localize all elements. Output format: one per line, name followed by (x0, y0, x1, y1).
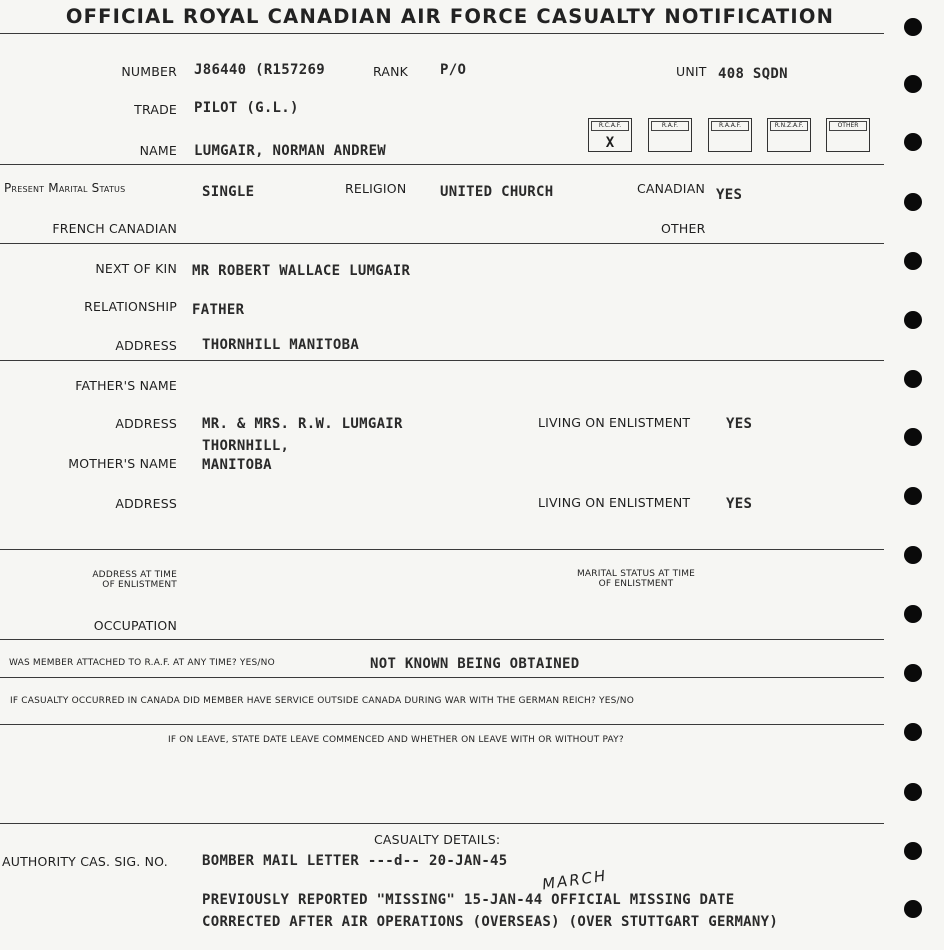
service-box-rnzaf (767, 118, 811, 152)
punch-hole (904, 428, 922, 446)
section-divider (0, 243, 884, 244)
section-divider (0, 724, 884, 725)
name-value: LUMGAIR, NORMAN ANDREW (194, 143, 387, 159)
punch-hole (904, 546, 922, 564)
mother-address-label: ADDRESS (115, 496, 177, 511)
section-divider (0, 360, 884, 361)
religion-value: UNITED CHURCH (440, 184, 554, 200)
address-at-enlistment-line2: OF ENLISTMENT (102, 580, 177, 590)
french-canadian-label: FRENCH CANADIAN (52, 221, 177, 236)
address-at-enlistment-line1: ADDRESS AT TIME (92, 570, 177, 580)
details-line2: CORRECTED AFTER AIR OPERATIONS (OVERSEAS) (OVER STUTTGART GERMANY) (202, 914, 779, 930)
punch-hole (904, 75, 922, 93)
canadian-label: CANADIAN (637, 181, 705, 196)
punch-hole (904, 193, 922, 211)
religion-label: RELIGION (345, 181, 407, 196)
next-of-kin-label: NEXT OF KIN (95, 261, 177, 276)
number-label: NUMBER (121, 64, 177, 79)
raf-attached-value: NOT KNOWN BEING OBTAINED (370, 656, 580, 672)
relationship-label: RELATIONSHIP (84, 299, 177, 314)
mother-living-value: YES (726, 496, 753, 512)
nok-address-label: ADDRESS (115, 338, 177, 353)
unit-label: UNIT (676, 64, 707, 79)
details-line1: PREVIOUSLY REPORTED "MISSING" 15-JAN-44 OFFICIAL MISSING DATE (202, 892, 735, 908)
service-box-label: R.A.A.F. (711, 121, 749, 131)
punch-hole (904, 842, 922, 860)
marital-at-enlistment-label (563, 569, 709, 589)
parents-address-line1: MR. & MRS. R.W. LUMGAIR (202, 416, 403, 432)
authority-label: AUTHORITY CAS. SIG. NO. (2, 854, 168, 869)
address-at-enlistment-label (92, 570, 177, 590)
service-box-mark: X (605, 135, 615, 151)
punch-hole (904, 252, 922, 270)
other-label: OTHER (661, 221, 706, 236)
trade-value: PILOT (G.L.) (194, 100, 299, 116)
service-box-raf (648, 118, 692, 152)
marital-at-enlistment-line1: MARITAL STATUS AT TIME (576, 569, 696, 579)
title-divider (0, 33, 884, 34)
service-box-label: R.A.F. (651, 121, 689, 131)
punch-hole (904, 723, 922, 741)
father-address-label: ADDRESS (115, 416, 177, 431)
trade-label: TRADE (134, 102, 177, 117)
authority-value: BOMBER MAIL LETTER ---d-- 20-JAN-45 (202, 853, 508, 869)
service-outside-canada-label: IF CASUALTY OCCURRED IN CANADA DID MEMBER HAVE SERVICE OUTSIDE CANADA DURING WAR WITH THE GERMAN REICH? YES/NO (10, 696, 634, 706)
mothers-name-label: MOTHER'S NAME (68, 456, 177, 471)
nok-address-value: THORNHILL MANITOBA (202, 337, 360, 353)
service-box-label: R.N.Z.A.F. (770, 121, 808, 131)
section-divider (0, 677, 884, 678)
occupation-label: OCCUPATION (93, 618, 177, 633)
casualty-details-label: CASUALTY DETAILS: (374, 832, 501, 847)
marital-status-value: SINGLE (202, 184, 255, 200)
father-living-label: LIVING ON ENLISTMENT (538, 415, 691, 430)
punch-hole (904, 18, 922, 36)
marital-status-label: Present Marital Status (4, 181, 126, 195)
raf-attached-label: WAS MEMBER ATTACHED TO R.A.F. AT ANY TIME? YES/NO (9, 658, 275, 668)
punch-hole (904, 605, 922, 623)
section-divider (0, 549, 884, 550)
name-label: NAME (139, 143, 177, 158)
section-divider (0, 823, 884, 824)
parents-address-line3: MANITOBA (202, 457, 272, 473)
punch-hole (904, 664, 922, 682)
service-box-raaf (708, 118, 752, 152)
punch-hole (904, 311, 922, 329)
service-box-label: OTHER (829, 121, 867, 131)
punch-hole (904, 133, 922, 151)
punch-hole (904, 370, 922, 388)
form-title: OFFICIAL ROYAL CANADIAN AIR FORCE CASUALTY NOTIFICATION (65, 5, 835, 28)
marital-at-enlistment-line2: OF ENLISTMENT (598, 579, 674, 589)
punch-hole (904, 900, 922, 918)
rank-value: P/O (440, 62, 467, 78)
next-of-kin-value: MR ROBERT WALLACE LUMGAIR (192, 263, 411, 279)
parents-address-line2: THORNHILL, (202, 438, 290, 454)
fathers-name-label: FATHER'S NAME (75, 378, 177, 393)
service-box-label: R.C.A.F. (591, 121, 629, 131)
service-box-other (826, 118, 870, 152)
rank-label: RANK (373, 64, 409, 79)
section-divider (0, 164, 884, 165)
canadian-value: YES (716, 187, 743, 203)
punch-hole (904, 783, 922, 801)
number-value: J86440 (R157269 (194, 62, 325, 78)
service-box-rcaf (588, 118, 632, 152)
unit-value: 408 SQDN (718, 66, 788, 82)
mother-living-label: LIVING ON ENLISTMENT (538, 495, 691, 510)
relationship-value: FATHER (192, 302, 245, 318)
leave-label: IF ON LEAVE, STATE DATE LEAVE COMMENCED AND WHETHER ON LEAVE WITH OR WITHOUT PAY? (168, 735, 624, 745)
handwritten-correction: MARCH (541, 866, 609, 894)
father-living-value: YES (726, 416, 753, 432)
punch-hole (904, 487, 922, 505)
section-divider (0, 639, 884, 640)
